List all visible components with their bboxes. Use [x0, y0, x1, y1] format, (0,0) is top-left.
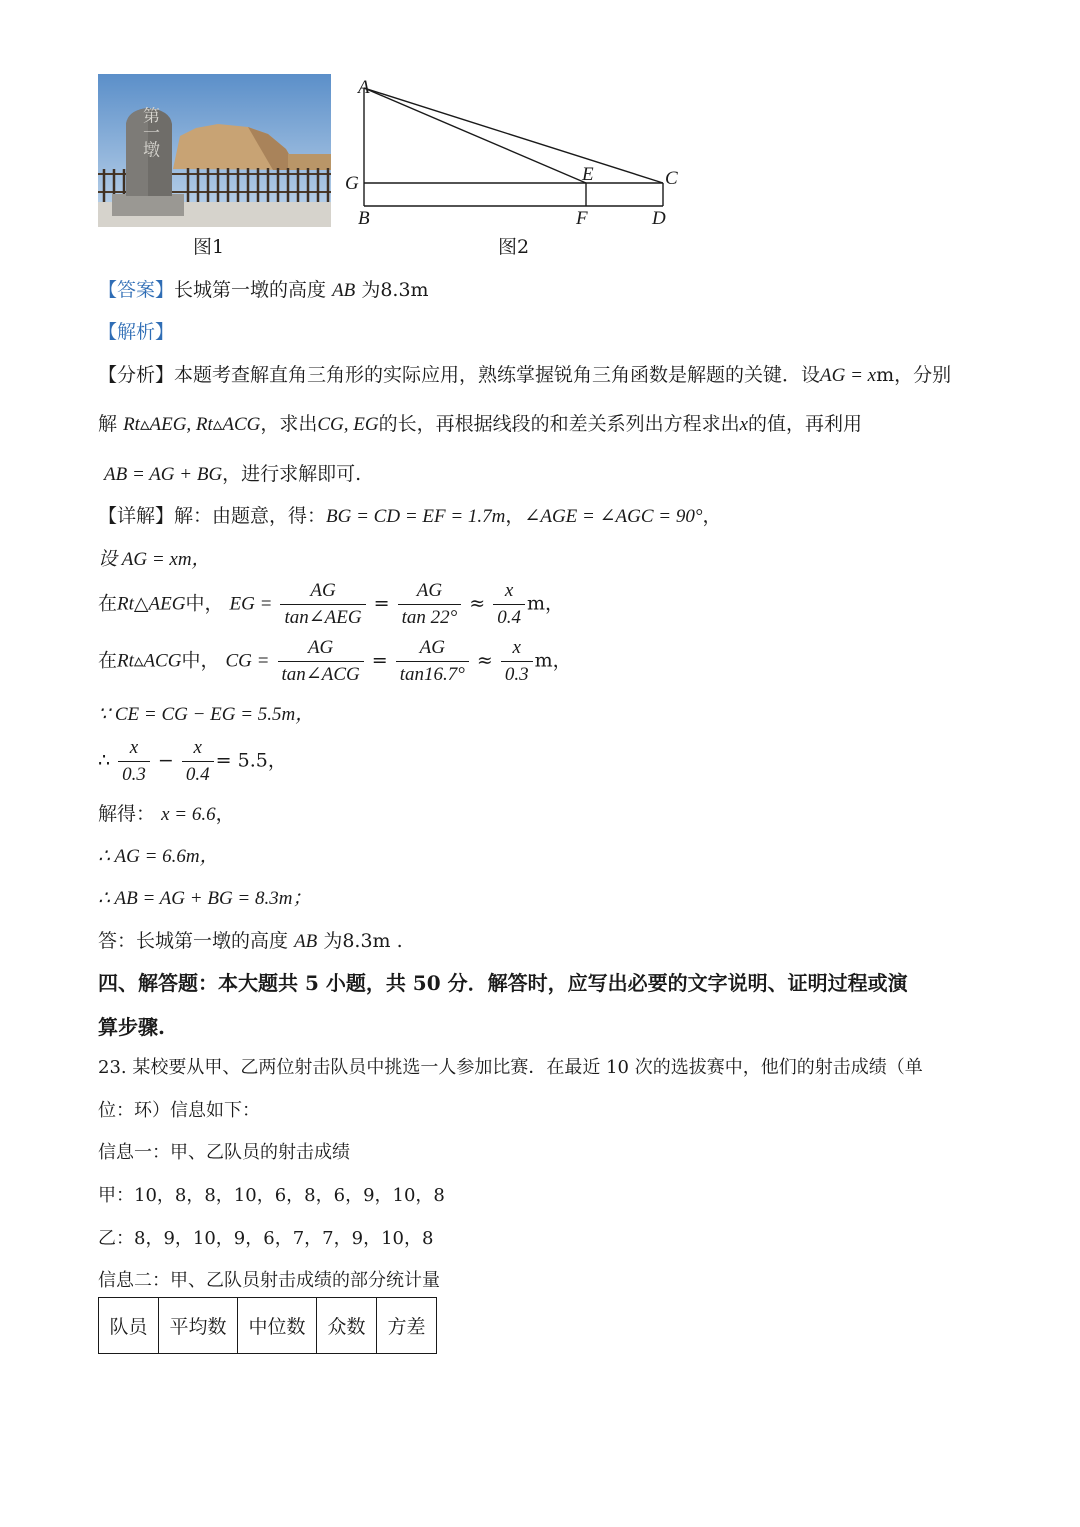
point-a-label: A — [358, 77, 370, 98]
segment-ac — [364, 88, 663, 183]
point-g-label: G — [345, 173, 359, 194]
detail-line-2: 设 AG = xm， — [98, 549, 211, 570]
detail-line-6: ∴ $\frac{x}{0.3}$ − $\frac{x}{0.4}$ = 5.5， — [98, 737, 287, 785]
detail-line-10: 答：长城第一墩的高度 AB 为8.3m . — [98, 930, 403, 952]
figure-1-photo — [98, 74, 331, 227]
detail-line-8: ∴ AG = 6.6m， — [98, 846, 219, 867]
detail-line-5: ∵ CE = CG − EG = 5.5m， — [98, 704, 315, 725]
q23-info-1: 信息一：甲、乙队员的射击成绩 — [98, 1142, 350, 1163]
point-c-label: C — [665, 168, 678, 189]
fenxi-line-3: AB = AG + BG，进行求解即可. — [104, 463, 362, 485]
q23-line-1: 23. 某校要从甲、乙两位射击队员中挑选一人参加比赛．在最近 10 次的选拔赛中，他们的射击成绩（单 — [98, 1057, 923, 1078]
table-header-cell: 中位数 — [238, 1298, 317, 1354]
detail-line-3: 在Rt△AEG中， EG = $\frac{AG}{\text{tan∠AEG}}$ = $\frac{AG}{\tan 22^\circ}$ ≈ $\frac{x}{0.4}$ m， — [98, 580, 565, 628]
fenxi-line-1: 【分析】本题考查解直角三角形的实际应用，熟练掌握锐角三角函数是解题的关键．设AG = xm，分别 — [98, 364, 952, 386]
answer-line: 【答案】长城第一墩的高度 AB 为8.3m — [98, 279, 429, 301]
point-f-label: F — [576, 208, 588, 229]
point-e-label: E — [582, 164, 594, 185]
figure-2-caption: 图2 — [498, 236, 530, 258]
detail-line-7: 解得： x = 6.6， — [98, 803, 235, 825]
great-wall-photo — [98, 74, 331, 227]
q23-line-2: 位：环）信息如下： — [98, 1100, 260, 1121]
detail-line-1: 【详解】解：由题意，得：BG = CD = EF = 1.7m，∠AGE = ∠AGC = 90°， — [98, 505, 722, 527]
figure-2-diagram — [340, 74, 690, 234]
detail-line-4: 在Rt▵ACG中， CG = $\frac{AG}{\text{tan∠ACG}}$ = $\frac{AG}{\tan 16.7^\circ}$ ≈ $\frac{x}{0.3}$ m， — [98, 637, 572, 685]
section-4-heading-line-2: 算步骤. — [98, 1015, 165, 1039]
point-b-label: B — [358, 208, 370, 229]
figure-1-caption: 图1 — [193, 236, 225, 258]
answer-label: 【答案】 — [98, 279, 175, 301]
q23-info-2: 信息二：甲、乙队员射击成绩的部分统计量 — [98, 1270, 440, 1291]
table-header-cell: 方差 — [377, 1298, 437, 1354]
analysis-label: 【解析】 — [98, 321, 175, 343]
fenxi-line-2: 解 Rt▵AEG, Rt▵ACG，求出CG, EG的长，再根据线段的和差关系列出方程求出x的值，再利用 — [98, 413, 863, 435]
table-header-cell: 队员 — [99, 1298, 159, 1354]
point-d-label: D — [652, 208, 666, 229]
detail-line-9: ∴ AB = AG + BG = 8.3m； — [98, 888, 312, 909]
photo-stele-text: 第一墩 — [139, 106, 159, 158]
q23-yi-scores: 乙：8，9，10，9，6，7，7，9，10，8 — [98, 1228, 434, 1249]
table-header-row — [99, 1298, 437, 1354]
segment-ae — [364, 88, 586, 183]
q23-jia-scores: 甲：10，8，8，10，6，8，6，9，10，8 — [98, 1185, 445, 1206]
table-header-cell: 平均数 — [159, 1298, 238, 1354]
table-header-cell: 众数 — [317, 1298, 377, 1354]
section-4-heading-line-1: 四、解答题：本大题共 5 小题，共 50 分．解答时，应写出必要的文字说明、证明过程或演 — [98, 971, 908, 995]
stats-table — [98, 1297, 437, 1354]
